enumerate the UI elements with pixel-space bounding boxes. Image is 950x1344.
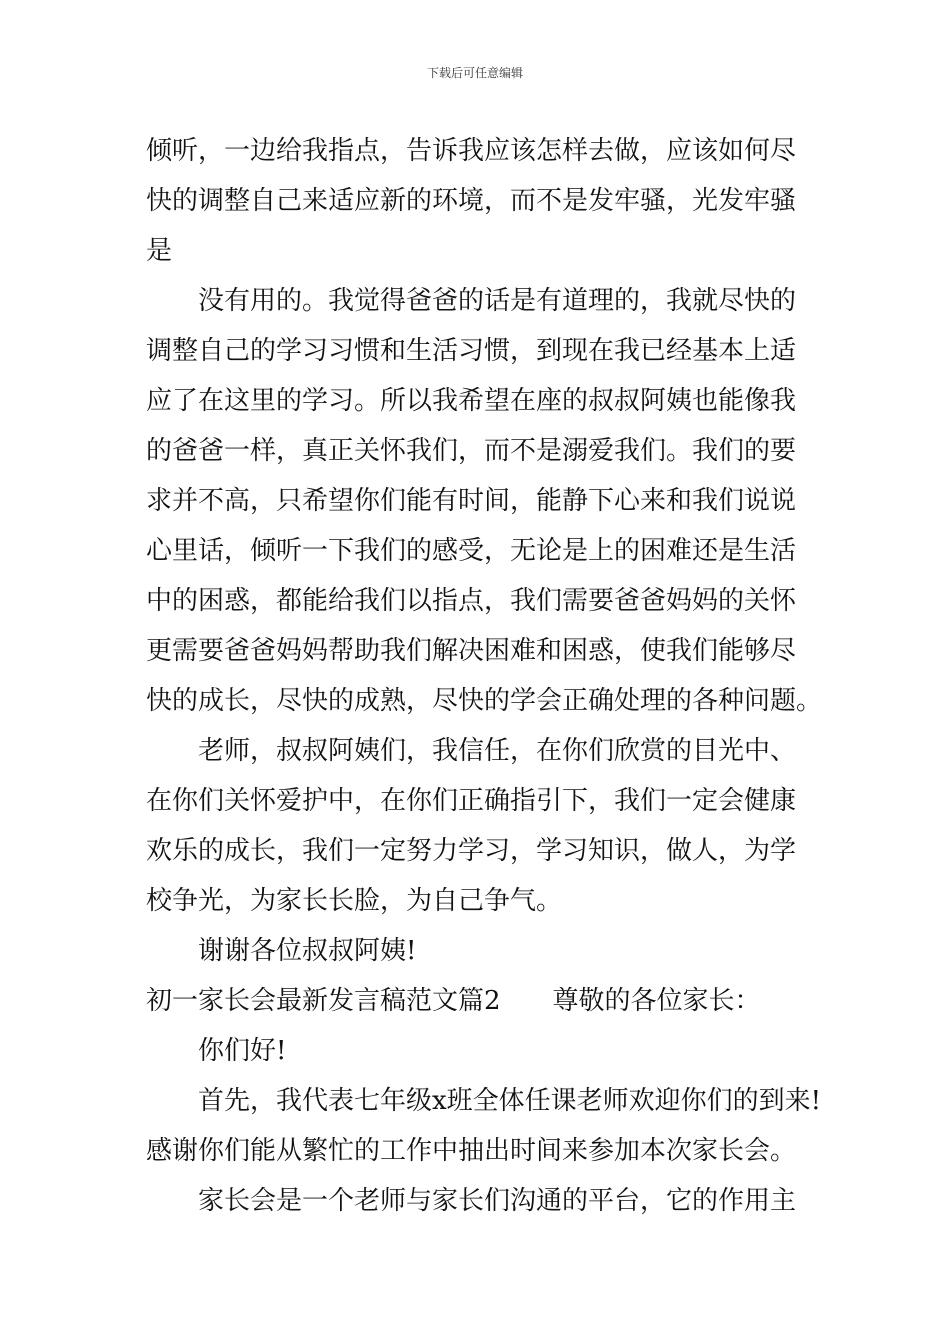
paragraph-start-line: 老师，叔叔阿姨们，我信任，在你们欣赏的目光中、	[198, 736, 797, 766]
section-title: 初一家长会最新发言稿范文篇2	[146, 986, 501, 1016]
text-line: 倾听，一边给我指点，告诉我应该怎样去做，应该如何尽	[146, 136, 797, 166]
text-line: 在你们关怀爱护中，在你们正确指引下，我们一定会健康	[146, 786, 797, 816]
paragraph-start-line: 没有用的。我觉得爸爸的话是有道理的，我就尽快的	[198, 286, 797, 316]
text-line: 欢乐的成长，我们一定努力学习，学习知识，做人，为学	[146, 836, 797, 866]
text-line: 是	[146, 236, 173, 266]
text-line: 求并不高，只希望你们能有时间，能静下心来和我们说说	[146, 486, 797, 516]
greeting-line: 你们好!	[198, 1036, 287, 1066]
text-line: 调整自己的学习习惯和生活习惯，到现在我已经基本上适	[146, 336, 797, 366]
paragraph-start-line: 家长会是一个老师与家长们沟通的平台，它的作用主	[198, 1186, 797, 1216]
text-line: 的爸爸一样，真正关怀我们，而不是溺爱我们。我们的要	[146, 436, 797, 466]
closing-line: 谢谢各位叔叔阿姨!	[198, 936, 417, 966]
text-line: 更需要爸爸妈妈帮助我们解决困难和困惑，使我们能够尽	[146, 636, 797, 666]
salutation: 尊敬的各位家长：	[552, 986, 761, 1016]
document-body	[146, 126, 823, 1226]
text-line: 快的调整自己来适应新的环境，而不是发牢骚，光发牢骚	[146, 186, 797, 216]
text-line: 校争光，为家长长脸，为自己争气。	[146, 886, 563, 916]
text-line: 感谢你们能从繁忙的工作中抽出时间来参加本次家长会。	[146, 1136, 797, 1166]
text-line: 中的困惑，都能给我们以指点，我们需要爸爸妈妈的关怀	[146, 586, 797, 616]
section-title-line	[146, 976, 811, 1026]
text-line: 快的成长，尽快的成熟，尽快的学会正确处理的各种问题。	[146, 686, 823, 716]
text-line: 心里话，倾听一下我们的感受，无论是上的困难还是生活	[146, 536, 797, 566]
paragraph-start-line: 首先，我代表七年级x班全体任课老师欢迎你们的到来!	[198, 1086, 822, 1116]
page-header: 下载后可任意编辑	[426, 66, 523, 80]
text-line: 应了在这里的学习。所以我希望在座的叔叔阿姨也能像我	[146, 386, 797, 416]
